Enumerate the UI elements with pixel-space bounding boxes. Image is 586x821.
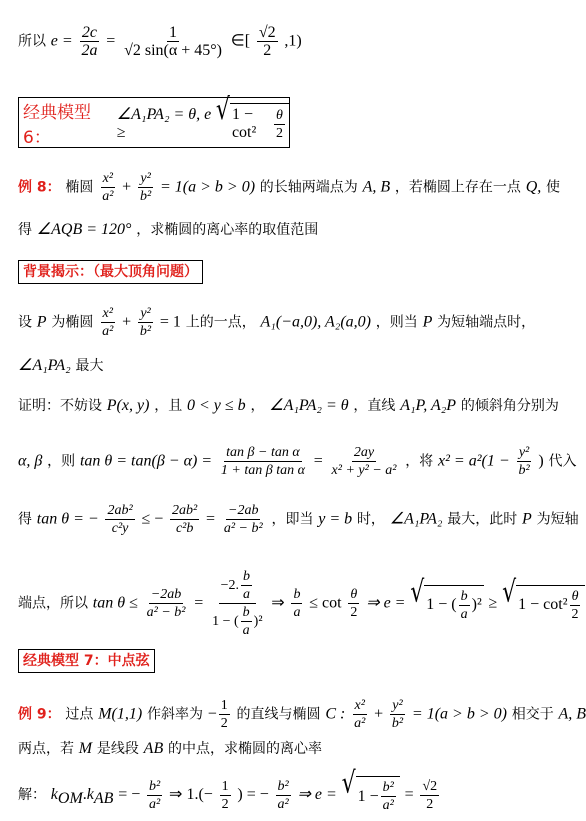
proof-line1: 证明：不妨设 P(x, y) ，且 0 < y ≤ b ， ∠A₁PA₂ = θ ，直线 A₁P, A₂P 的倾斜角分别为 xyxy=(18,397,559,414)
sqrt: √ 1 − ( $\frac{b}{a}$ )² xyxy=(410,575,482,622)
example8-line1: 例 8： 椭圆 $\frac{\text{x²}}{\text{a²}}$ + $\frac{\text{y²}}{\text{b²}}$ = 1(a > b > 0) 的长轴两端点为 A, B ，若椭圆上存在一点 Q, 使 xyxy=(18,171,561,204)
model7-label: 经典模型 7：中点弦 xyxy=(18,649,155,673)
fraction: $\frac{1}{√2 \sin(\alpha + 45^\circ)}$ xyxy=(124,24,222,59)
proof-line4: 端点，所以 tan θ ≤ $\frac{-2ab}{\text{a² − b²}}$ = −2. $\frac{b}{a}$ 1 − ( $\frac{b}{a}$ )² ⇒ $\frac{b}{a}$ ≤ cot $\frac{\theta}{2}$ ⇒ e = √ 1 − ( $\frac{b}{a}$ )² ≥ √ 1 − cot² $\frac{\theta}{2}$ xyxy=(18,568,543,639)
proof-line3: 得 tan θ = − $\frac{\text{2ab²}}{\text{c²y}}$ ≤ − $\frac{\text{2ab²}}{\text{c²b}}$ = $\frac{-2ab}{\text{a² − b²}}$ ，即当 y = b 时， ∠A₁PA₂ 最大，此时 P 为短轴 xyxy=(18,503,579,536)
proof-line2: α, β ，则 tan θ = tan(β − α) = $\frac{\text{tan β − tan α}}{\text{1 + tan β tan α}}$ = $\frac{2ay}{\text{x² + y² − a²}}$ ，将 x² = a²(1 − $\frac{\text{y²}}{\text{b²}}$ ) 代入 xyxy=(18,445,577,478)
example8-label: 例 8： xyxy=(18,179,61,196)
setp-line1: 设 P 为椭圆 $\frac{\text{x²}}{\text{a²}}$ + $\frac{\text{y²}}{\text{b²}}$ = 1 上的一点， A₁(−a,0), A₂(a,0) ，则当 P 为短轴端点时， xyxy=(18,306,536,339)
example9-line2: 两点，若 M 是线段 AB 的中点，求椭圆的离心率 xyxy=(18,740,322,757)
example8-line2: 得 ∠AQB = 120° ，求椭圆的离心率的取值范围 xyxy=(18,221,319,238)
setp-line2: ∠A₁PA₂ 最大 xyxy=(18,357,104,374)
sqrt: √ 1 − cot² $\frac{\theta}{2}$ xyxy=(502,585,584,623)
fraction: $\frac{2c}{2a}$ xyxy=(81,24,98,59)
nested-fraction: −2. $\frac{b}{a}$ 1 − ( $\frac{b}{a}$ )² xyxy=(212,569,263,638)
fraction: $\frac{√2}{2}$ xyxy=(258,24,276,59)
model6-box xyxy=(18,93,290,148)
example9-label: 例 9： xyxy=(18,706,61,723)
background-label: 背景揭示：（最大顶角问题） xyxy=(18,260,203,284)
line-eccentricity-range: 所以 e = $\frac{2c}{2a}$ = $\frac{1}{√2 \sin(\alpha + 45^\circ)}$ ∈[ $\frac{√2}{2}$ ,1) xyxy=(18,24,302,59)
model6-formula: ∠A₁PA₂ = θ, e ≥ xyxy=(116,105,212,141)
sqrt: √ 1 − cot² $\frac{\theta}{2}$ xyxy=(216,103,289,142)
model6-title: 经典模型 6： xyxy=(23,102,91,148)
sqrt: √ 1 − $\frac{\text{b²}}{\text{a²}}$ xyxy=(342,776,400,814)
solution-line: 解： $k_{OM}.k_{AB}$ = − $\frac{\text{b²}}{\text{a²}}$ ⇒ 1.(− $\frac{1}{2}$ ) = − $\frac{\text{b²}}{\text{a²}}$ ⇒ e = √ 1 − $\frac{\text{b²}}{\text{a²}}$ = $\frac{√2}{2}$ xyxy=(18,766,438,813)
example9-line1: 例 9： 过点 M(1,1) 作斜率为 − $\frac{1}{2}$ 的直线与椭圆 C : $\frac{\text{x²}}{\text{a²}}$ + $\frac{\text{y²}}{\text{b²}}$ = 1(a > b > 0) 相交于 A, B xyxy=(18,698,586,731)
